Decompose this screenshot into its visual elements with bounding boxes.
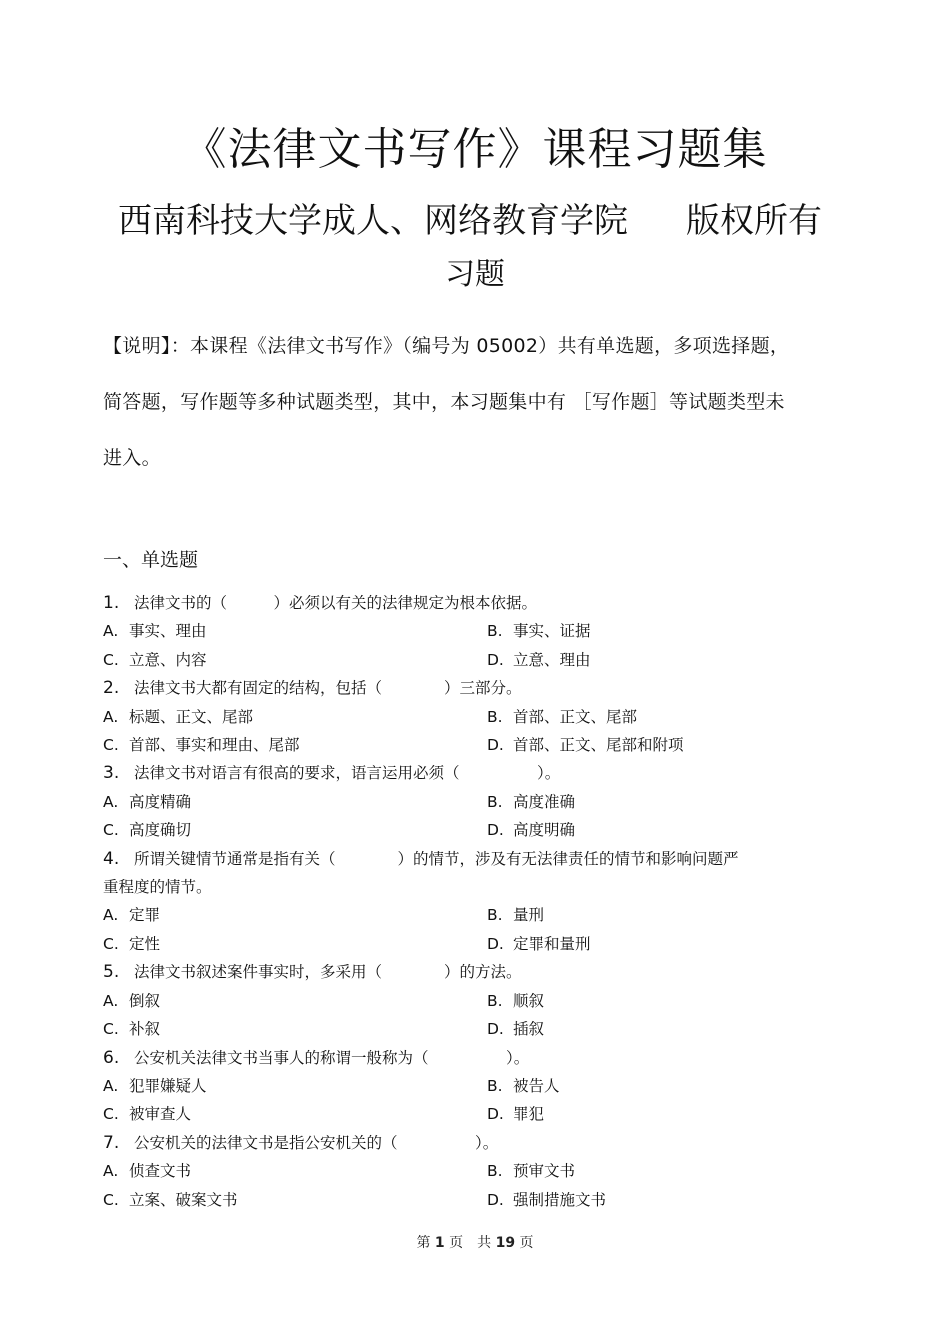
question-text: 法律文书的（ ）必须以有关的法律规定为根本依据。	[134, 594, 538, 612]
option-b: B. 事实、证据	[487, 622, 591, 641]
question-list	[103, 589, 823, 1214]
question-number: 7.	[103, 1132, 120, 1153]
option-c: C. 立意、内容	[103, 650, 207, 669]
question-stem	[103, 1129, 823, 1157]
option-d: D. 高度明确	[487, 821, 576, 840]
question-text: 所谓关键情节通常是指有关（ ）的情节，涉及有无法律责任的情节和影响问题严	[134, 849, 739, 868]
footer-suffix: 页	[519, 1235, 534, 1251]
option-row	[103, 1100, 823, 1128]
question-text: 公安机关法律文书当事人的称谓一般称为（ ）。	[134, 1048, 530, 1067]
question-stem	[103, 589, 823, 617]
intro-paragraph	[103, 318, 843, 486]
option-c: C. 首部、事实和理由、尾部	[103, 736, 300, 755]
institution-name: 西南科技大学成人、网络教育学院	[118, 201, 628, 241]
section-heading: 一、单选题	[103, 549, 199, 571]
option-a: A. 侦查文书	[103, 1162, 192, 1181]
footer-prefix: 第	[416, 1235, 431, 1251]
option-row	[103, 1186, 823, 1214]
question-stem	[103, 759, 823, 787]
option-a: A. 犯罪嫌疑人	[103, 1076, 207, 1095]
option-d: D. 首部、正文、尾部和附项	[487, 736, 684, 755]
option-row	[103, 617, 823, 645]
question-stem	[103, 674, 823, 702]
question-item	[103, 1044, 823, 1129]
footer-middle: 页 共	[449, 1235, 492, 1251]
current-page-number: 1	[434, 1235, 445, 1251]
option-row	[103, 646, 823, 674]
total-page-count: 19	[495, 1235, 516, 1251]
option-row	[103, 1072, 823, 1100]
question-text: 法律文书对语言有很高的要求，语言运用必须（ ）。	[134, 764, 561, 783]
question-stem-continuation: 重程度的情节。	[103, 878, 212, 897]
option-row	[103, 816, 823, 844]
option-a: A. 标题、正文、尾部	[103, 707, 254, 726]
option-c: C. 补叙	[103, 1020, 161, 1039]
option-row	[103, 1157, 823, 1185]
option-c: C. 定性	[103, 934, 161, 953]
question-number: 4.	[103, 848, 120, 869]
document-subtitle	[118, 196, 838, 246]
page-footer	[0, 1232, 950, 1254]
intro-line: 简答题，写作题等多种试题类型，其中，本习题集中有 ［写作题］等试题类型未	[103, 391, 785, 413]
option-d: D. 强制措施文书	[487, 1190, 607, 1209]
question-number: 5.	[103, 962, 120, 983]
document-title: 《法律文书写作》课程习题集	[182, 124, 768, 175]
option-a: A. 定罪	[103, 906, 161, 925]
option-row	[103, 1015, 823, 1043]
option-d: D. 罪犯	[487, 1105, 545, 1124]
question-number: 2.	[103, 678, 120, 699]
question-text: 法律文书大都有固定的结构，包括（ ）三部分。	[134, 679, 522, 698]
option-b: B. 高度准确	[487, 792, 576, 811]
intro-line: 【说明】：本课程《法律文书写作》（编号为 05002）共有单选题，多项选择题，	[103, 335, 790, 357]
option-row	[103, 901, 823, 929]
option-row	[103, 788, 823, 816]
question-item	[103, 958, 823, 1043]
question-text: 法律文书叙述案件事实时，多采用（ ）的方法。	[134, 963, 522, 982]
section-name: 习题	[445, 257, 505, 292]
question-stem	[103, 1044, 823, 1072]
option-d: D. 立意、理由	[487, 650, 591, 669]
question-number: 1.	[103, 593, 120, 613]
option-d: D. 定罪和量刑	[487, 934, 591, 953]
intro-line: 进入。	[103, 447, 161, 469]
question-text: 公安机关的法律文书是指公安机关的（ ）。	[134, 1133, 499, 1152]
copyright-notice: 版权所有	[686, 201, 822, 241]
option-b: B. 量刑	[487, 906, 545, 925]
option-row	[103, 930, 823, 958]
option-c: C. 高度确切	[103, 821, 192, 840]
question-item	[103, 589, 823, 674]
option-c: C. 立案、破案文书	[103, 1190, 238, 1209]
question-stem	[103, 958, 823, 986]
option-a: A. 高度精确	[103, 792, 192, 811]
question-stem	[103, 845, 823, 873]
option-b: B. 被告人	[487, 1076, 560, 1095]
question-number: 6.	[103, 1047, 120, 1068]
option-b: B. 预审文书	[487, 1162, 576, 1181]
option-b: B. 顺叙	[487, 991, 545, 1010]
question-item	[103, 759, 823, 844]
option-row	[103, 703, 823, 731]
option-row	[103, 731, 823, 759]
option-a: A. 倒叙	[103, 991, 161, 1010]
option-row	[103, 987, 823, 1015]
option-b: B. 首部、正文、尾部	[487, 707, 638, 726]
option-d: D. 插叙	[487, 1020, 545, 1039]
question-number: 3.	[103, 763, 120, 784]
question-item	[103, 845, 823, 959]
question-item	[103, 1129, 823, 1214]
option-a: A. 事实、理由	[103, 622, 207, 641]
question-item	[103, 674, 823, 759]
option-c: C. 被审查人	[103, 1105, 192, 1124]
